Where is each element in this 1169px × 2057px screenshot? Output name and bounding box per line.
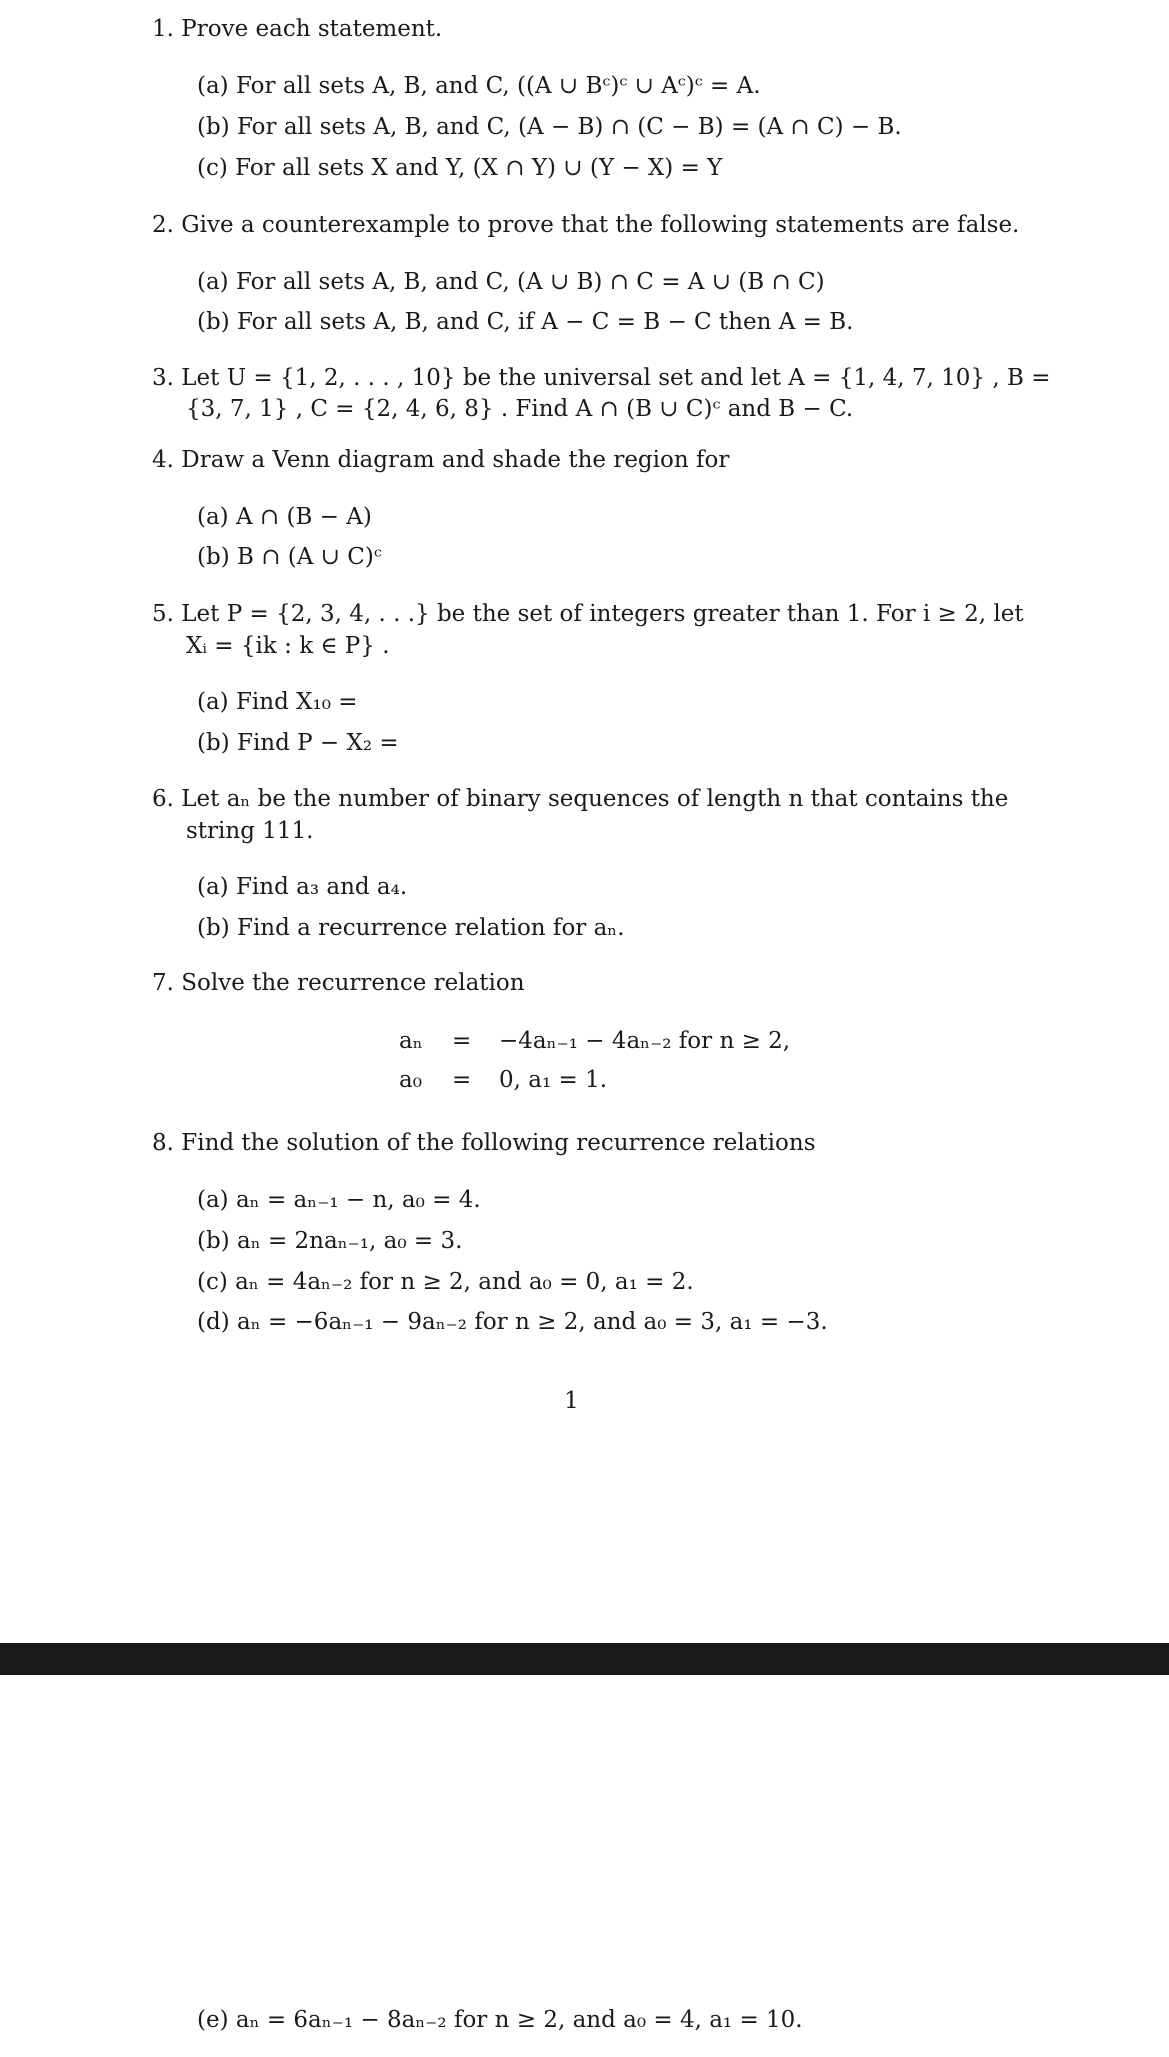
problem-7-eq1-rhs: −4aₙ₋₁ − 4aₙ₋₂ for n ≥ 2,	[499, 1028, 791, 1054]
problem-4b: (b) B ∩ (A ∪ C)ᶜ	[197, 544, 382, 570]
page-2	[0, 1675, 1169, 2057]
problem-8d: (d) aₙ = −6aₙ₋₁ − 9aₙ₋₂ for n ≥ 2, and a₀ = 3, a₁ = −3.	[197, 1309, 828, 1335]
problem-8b: (b) aₙ = 2naₙ₋₁, a₀ = 3.	[197, 1228, 463, 1254]
problem-8c: (c) aₙ = 4aₙ₋₂ for n ≥ 2, and a₀ = 0, a₁ = 2.	[197, 1269, 694, 1295]
problem-1a: (a) For all sets A, B, and C, ((A ∪ Bᶜ)ᶜ ∪ Aᶜ)ᶜ = A.	[197, 73, 761, 99]
problem-4a: (a) A ∩ (B − A)	[197, 504, 372, 530]
problem-5-line1: 5. Let P = {2, 3, 4, . . .} be the set of integers greater than 1. For i ≥ 2, let	[152, 601, 1024, 627]
problem-8e: (e) aₙ = 6aₙ₋₁ − 8aₙ₋₂ for n ≥ 2, and a₀ = 4, a₁ = 10.	[197, 2007, 803, 2033]
problem-7-eq2-lhs: a₀	[399, 1067, 422, 1093]
problem-6a: (a) Find a₃ and a₄.	[197, 874, 408, 900]
problem-5-line2: Xᵢ = {ik : k ∈ P} .	[186, 633, 390, 659]
problem-1c: (c) For all sets X and Y, (X ∩ Y) ∪ (Y − X) = Y	[197, 155, 723, 181]
problem-3-line1: 3. Let U = {1, 2, . . . , 10} be the universal set and let A = {1, 4, 7, 10} , B =	[152, 365, 1051, 391]
problem-3-line2: {3, 7, 1} , C = {2, 4, 6, 8} . Find A ∩ (B ∪ C)ᶜ and B − C.	[186, 396, 854, 422]
problem-5b: (b) Find P − X₂ =	[197, 730, 399, 756]
problem-7-eq2-rel: =	[452, 1067, 472, 1093]
problem-6b: (b) Find a recurrence relation for aₙ.	[197, 915, 625, 941]
problem-8-stem: 8. Find the solution of the following recurrence relations	[152, 1130, 816, 1156]
problem-6-line1: 6. Let aₙ be the number of binary sequences of length n that contains the	[152, 786, 1009, 812]
problem-7-eq2-rhs: 0, a₁ = 1.	[499, 1067, 608, 1093]
problem-2b: (b) For all sets A, B, and C, if A − C = B − C then A = B.	[197, 309, 854, 335]
problem-7-eq1-lhs: aₙ	[399, 1028, 423, 1054]
page-number: 1	[564, 1388, 579, 1414]
problem-4-stem: 4. Draw a Venn diagram and shade the region for	[152, 447, 730, 473]
problem-7-eq1-rel: =	[452, 1028, 472, 1054]
page-separator	[0, 1643, 1169, 1675]
problem-6-line2: string 111.	[186, 818, 314, 844]
problem-8a: (a) aₙ = aₙ₋₁ − n, a₀ = 4.	[197, 1187, 481, 1213]
problem-1-stem: 1. Prove each statement.	[152, 16, 443, 42]
problem-1b: (b) For all sets A, B, and C, (A − B) ∩ (C − B) = (A ∩ C) − B.	[197, 114, 902, 140]
problem-7-stem: 7. Solve the recurrence relation	[152, 970, 525, 996]
problem-2a: (a) For all sets A, B, and C, (A ∪ B) ∩ C = A ∪ (B ∩ C)	[197, 269, 825, 295]
problem-5a: (a) Find X₁₀ =	[197, 689, 358, 715]
problem-2-stem: 2. Give a counterexample to prove that the following statements are false.	[152, 212, 1020, 238]
